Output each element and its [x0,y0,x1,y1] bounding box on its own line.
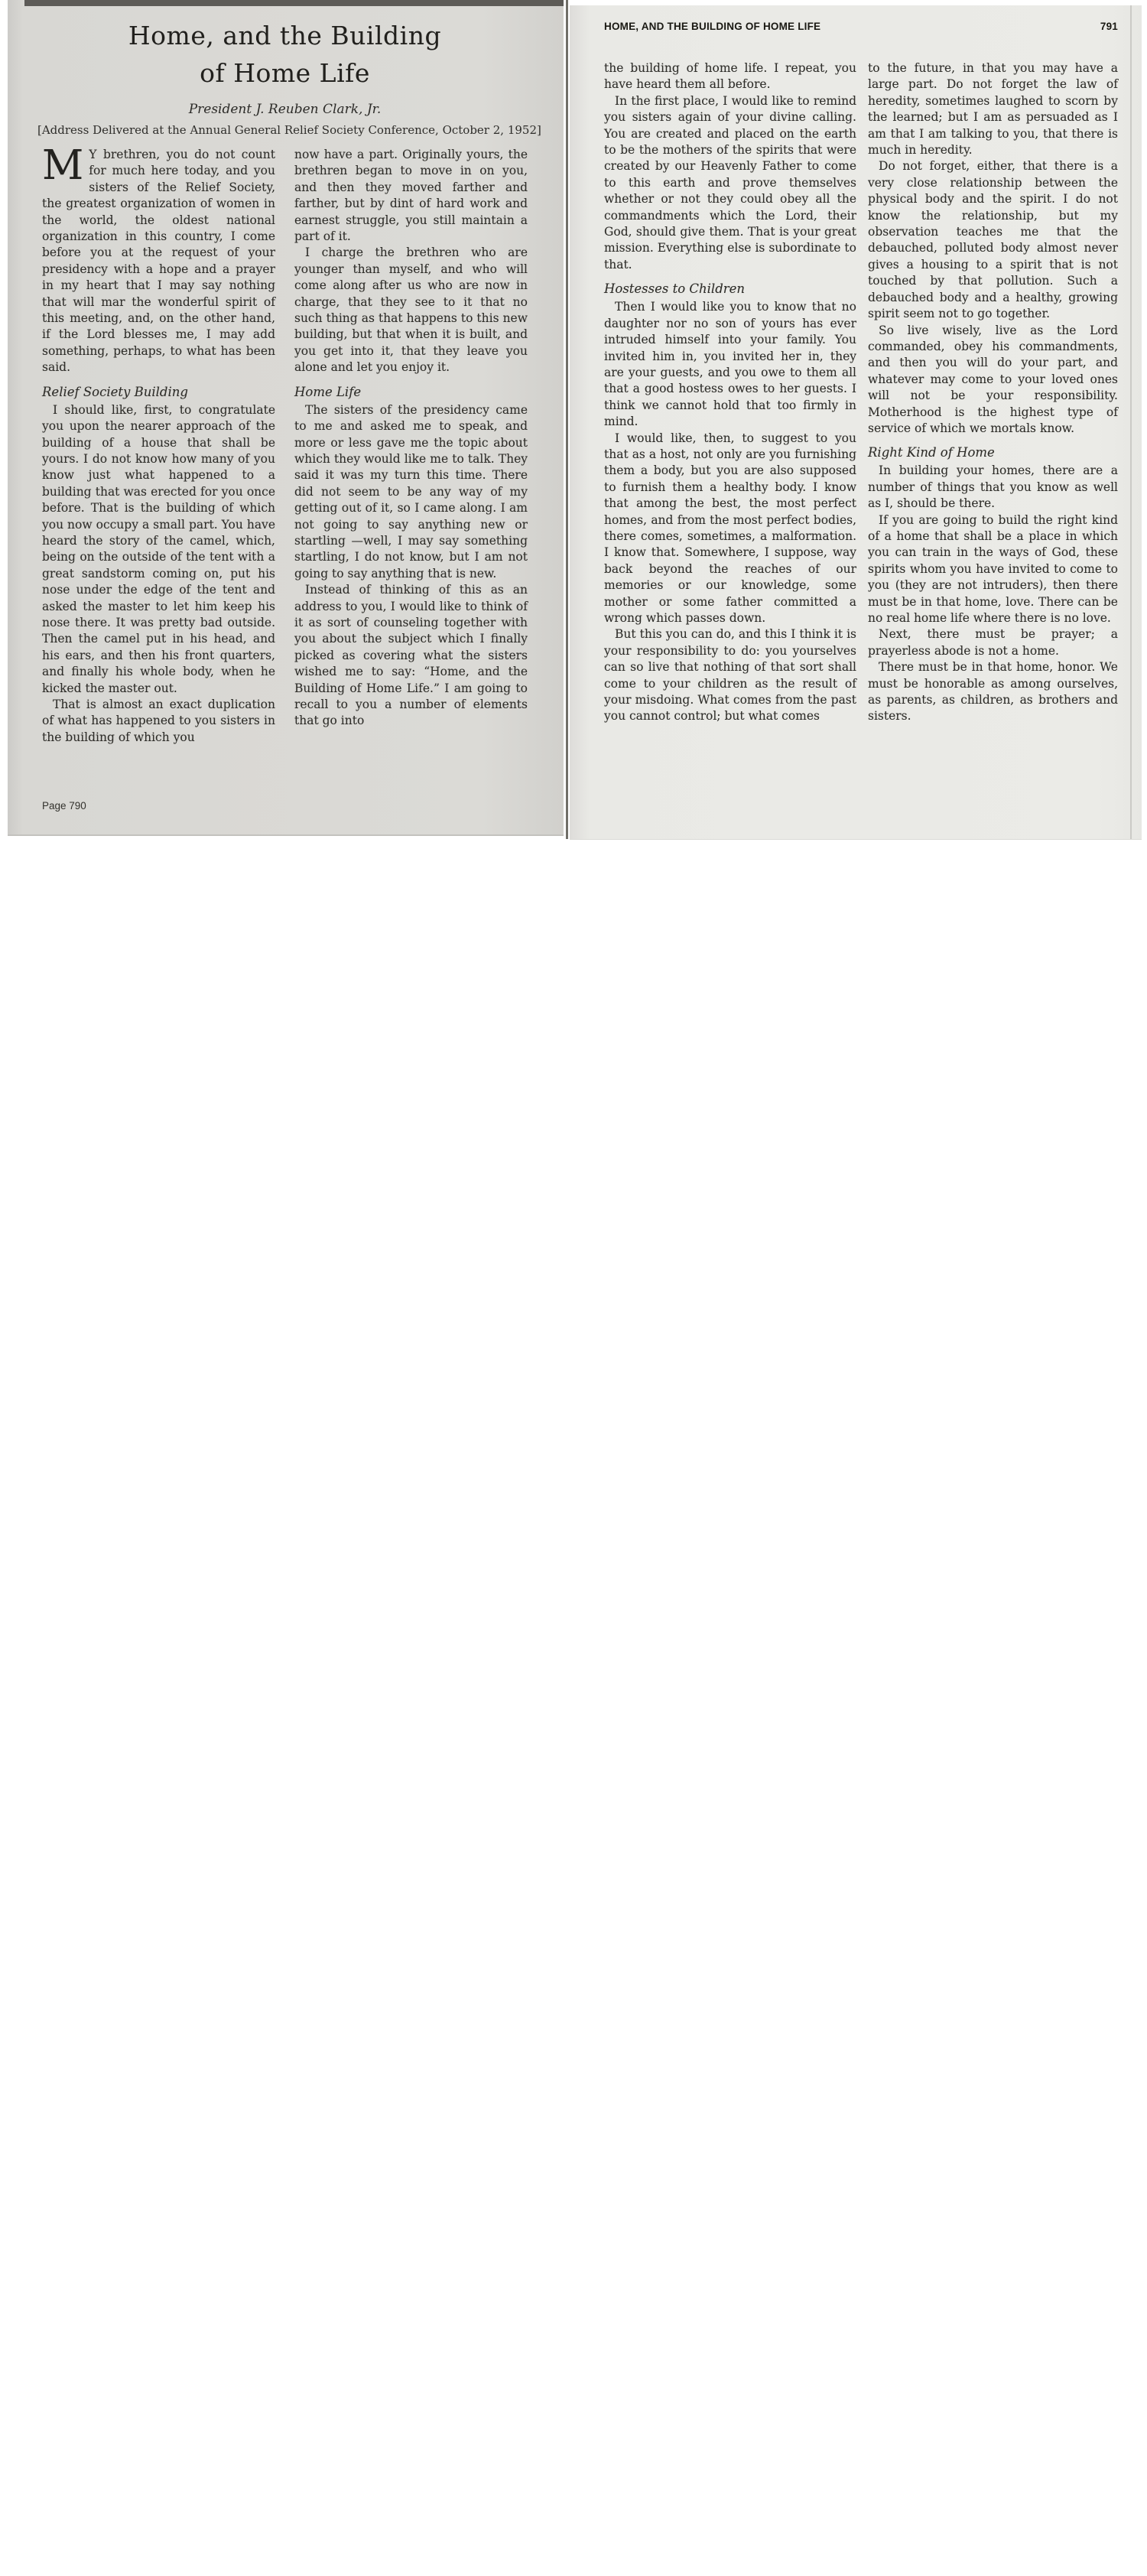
paragraph [42,142,275,376]
paragraph: Instead of thinking of this as an address to you, I would like to think of it as sort of counseling together with you about the subject which I finally picked as covering what the sisters wished me to say: “Home, and the Building of Home Life.” I am going to recall to you a number of elements that go into [294,583,528,728]
article-title-line2: of Home Life [200,58,370,88]
left-page [8,0,564,836]
page-number-right: 791 [1100,21,1118,32]
right-page-columns [604,60,1118,725]
paragraph: That is almost an exact duplication of what has happened to you sisters in the building of which you [42,698,275,744]
right-page-column-2 [868,60,1118,725]
paragraph: the building of home life. I repeat, you have heard them all before. [604,61,856,92]
article-title [42,17,528,92]
paragraph: There must be in that home, honor. We must be honorable as among ourselves, as parents, as children, as brothers and sisters. [868,660,1118,724]
paragraph: now have a part. Originally yours, the brethren began to move in on you, and then they moved farther and farther, but by dint of hard work and earnest struggle, you still maintain a part of it. [294,148,528,244]
section-heading: Hostesses to Children [604,281,746,297]
paragraph: The sisters of the presidency came to me and asked me to speak, and more or less gave me the topic about which they would like me to talk. They said it was my turn this time. There did not seem to be any way of my getting out of it, so I came along. I am not going to say anything new or startling —well, I may say something startling, I do not know, but I am not going to say anything that is new. [294,402,528,581]
running-header-title: HOME, AND THE BUILDING OF HOME LIFE [604,21,821,32]
left-page-column-2 [294,147,528,746]
paragraph: Next, there must be prayer; a prayerless abode is not a home. [868,627,1118,658]
section-heading: Right Kind of Home [868,445,995,460]
paragraph: In the first place, I would like to remind you sisters again of your divine calling. You are created and placed on the earth to be the mothers of the spirits that were created by our Heavenly Father to come to this earth and prove themselves whether or not they could obey all the commandments which the Lord, their God, should give them. That is your great mission. Everything else is subordinate to that. [604,93,856,272]
paragraph: Do not forget, either, that there is a very close relationship between the physical body and the spirit. I do not know the relationship, but my observation teaches me that the debauched, polluted body almost never gives a housing to a spirit that is not touched by that pollution. Such a debauched body and a healthy, growing spirit seem not to go together. [868,159,1118,321]
left-page-columns [42,142,528,746]
paragraph: I charge the brethren who are younger than myself, and who will come along after us who are now in charge, that they see to it that no such thing as that happens to this new building, but that when it is built, and you get into it, that they leave you alone and let you enjoy it. [294,246,528,375]
article-title-line1: Home, and the Building [128,21,442,50]
scan-edge [24,0,564,6]
paragraph: I should like, first, to congratulate you upon the nearer approach of the building of a house that shall be yours. I do not know how many of you know just what happened to a building that was erected for you once before. That is the building of which you now occupy a small part. You have heard the story of the camel, which, being on the outside of the tent with a great sandstorm coming on, put his nose under the edge of the tent and asked the master to let him keep his nose there. It was pretty bad outside. Then the camel put in his head, and his ears, and then his front quarters, and finally his whole body, when he kicked the master out. [42,402,275,695]
paragraph: In building your homes, there are a number of things that you know as well as I, should be there. [868,463,1118,511]
scan-edge [1130,5,1132,839]
paragraph: If you are going to build the right kind of a home that shall be a place in which you can train in the ways of God, these spirits whom you have invited to come to you (they are not intruders), then there must be in that home, love. There can be no real home life where there is no love. [868,512,1118,625]
drop-cap: M [42,142,84,189]
paragraph: But this you can do, and this I think it is your responsibility to do: you yourselves can so live that nothing of that sort shall come to your children as the result of your misdoing. What comes from the past you cannot control; but what comes [604,627,856,724]
paragraph: So live wisely, live as the Lord commanded, obey his commandments, and then you will do your part, and whatever may come to your loved ones will not be your responsibility. Motherhood is the highest type of service of which we mortals know. [868,323,1118,435]
right-page-column-1 [604,60,856,725]
paragraph: I would like, then, to suggest to you that as a host, not only are you furnishing them a body, but you are also supposed to furnish them a healthy body. I know that among the best, the most perfect homes, and from the most perfect bodies, there comes, sometimes, a malformation. I know that. Somewhere, I suppose, way back beyond the reaches of our memories or our knowledge, some mother or some father committed a wrong which passes down. [604,431,856,625]
byline: President J. Reuben Clark, Jr. [188,102,382,117]
section-heading: Home Life [294,384,362,399]
paragraph: Then I would like you to know that no daughter nor no son of yours has ever intruded himself into your family. You invited him in, you invited her in, they are your guests, and you owe to them all that a good hostess owes to her guests. I think we cannot hold that too firmly in mind. [604,300,856,429]
left-page-column-1 [42,142,275,746]
paragraph-text: Y brethren, you do not count for much here today, and you sisters of the Relief Society, the greatest organization of women in the world, the oldest national organization in this country, I come before you at the request of your presidency with a hope and a prayer in my heart that I may say nothing that will mar the wonderful spirit of this meeting, and, on the other hand, if the Lord blesses me, I may add something, perhaps, to what has been said. [42,148,275,375]
running-header [604,5,1118,32]
page-number-left: Page 790 [42,800,86,812]
address-note: [Address Delivered at the Annual General Relief Society Conference, October 2, 1952] [37,123,541,137]
page-gutter [566,0,568,839]
right-page [570,5,1142,840]
paragraph: to the future, in that you may have a large part. Do not forget the law of heredity, sometimes laughed to scorn by the learned; but I am as persuaded as I am that I am talking to you, that there is much in heredity. [868,61,1118,158]
section-heading: Relief Society Building [42,384,188,399]
